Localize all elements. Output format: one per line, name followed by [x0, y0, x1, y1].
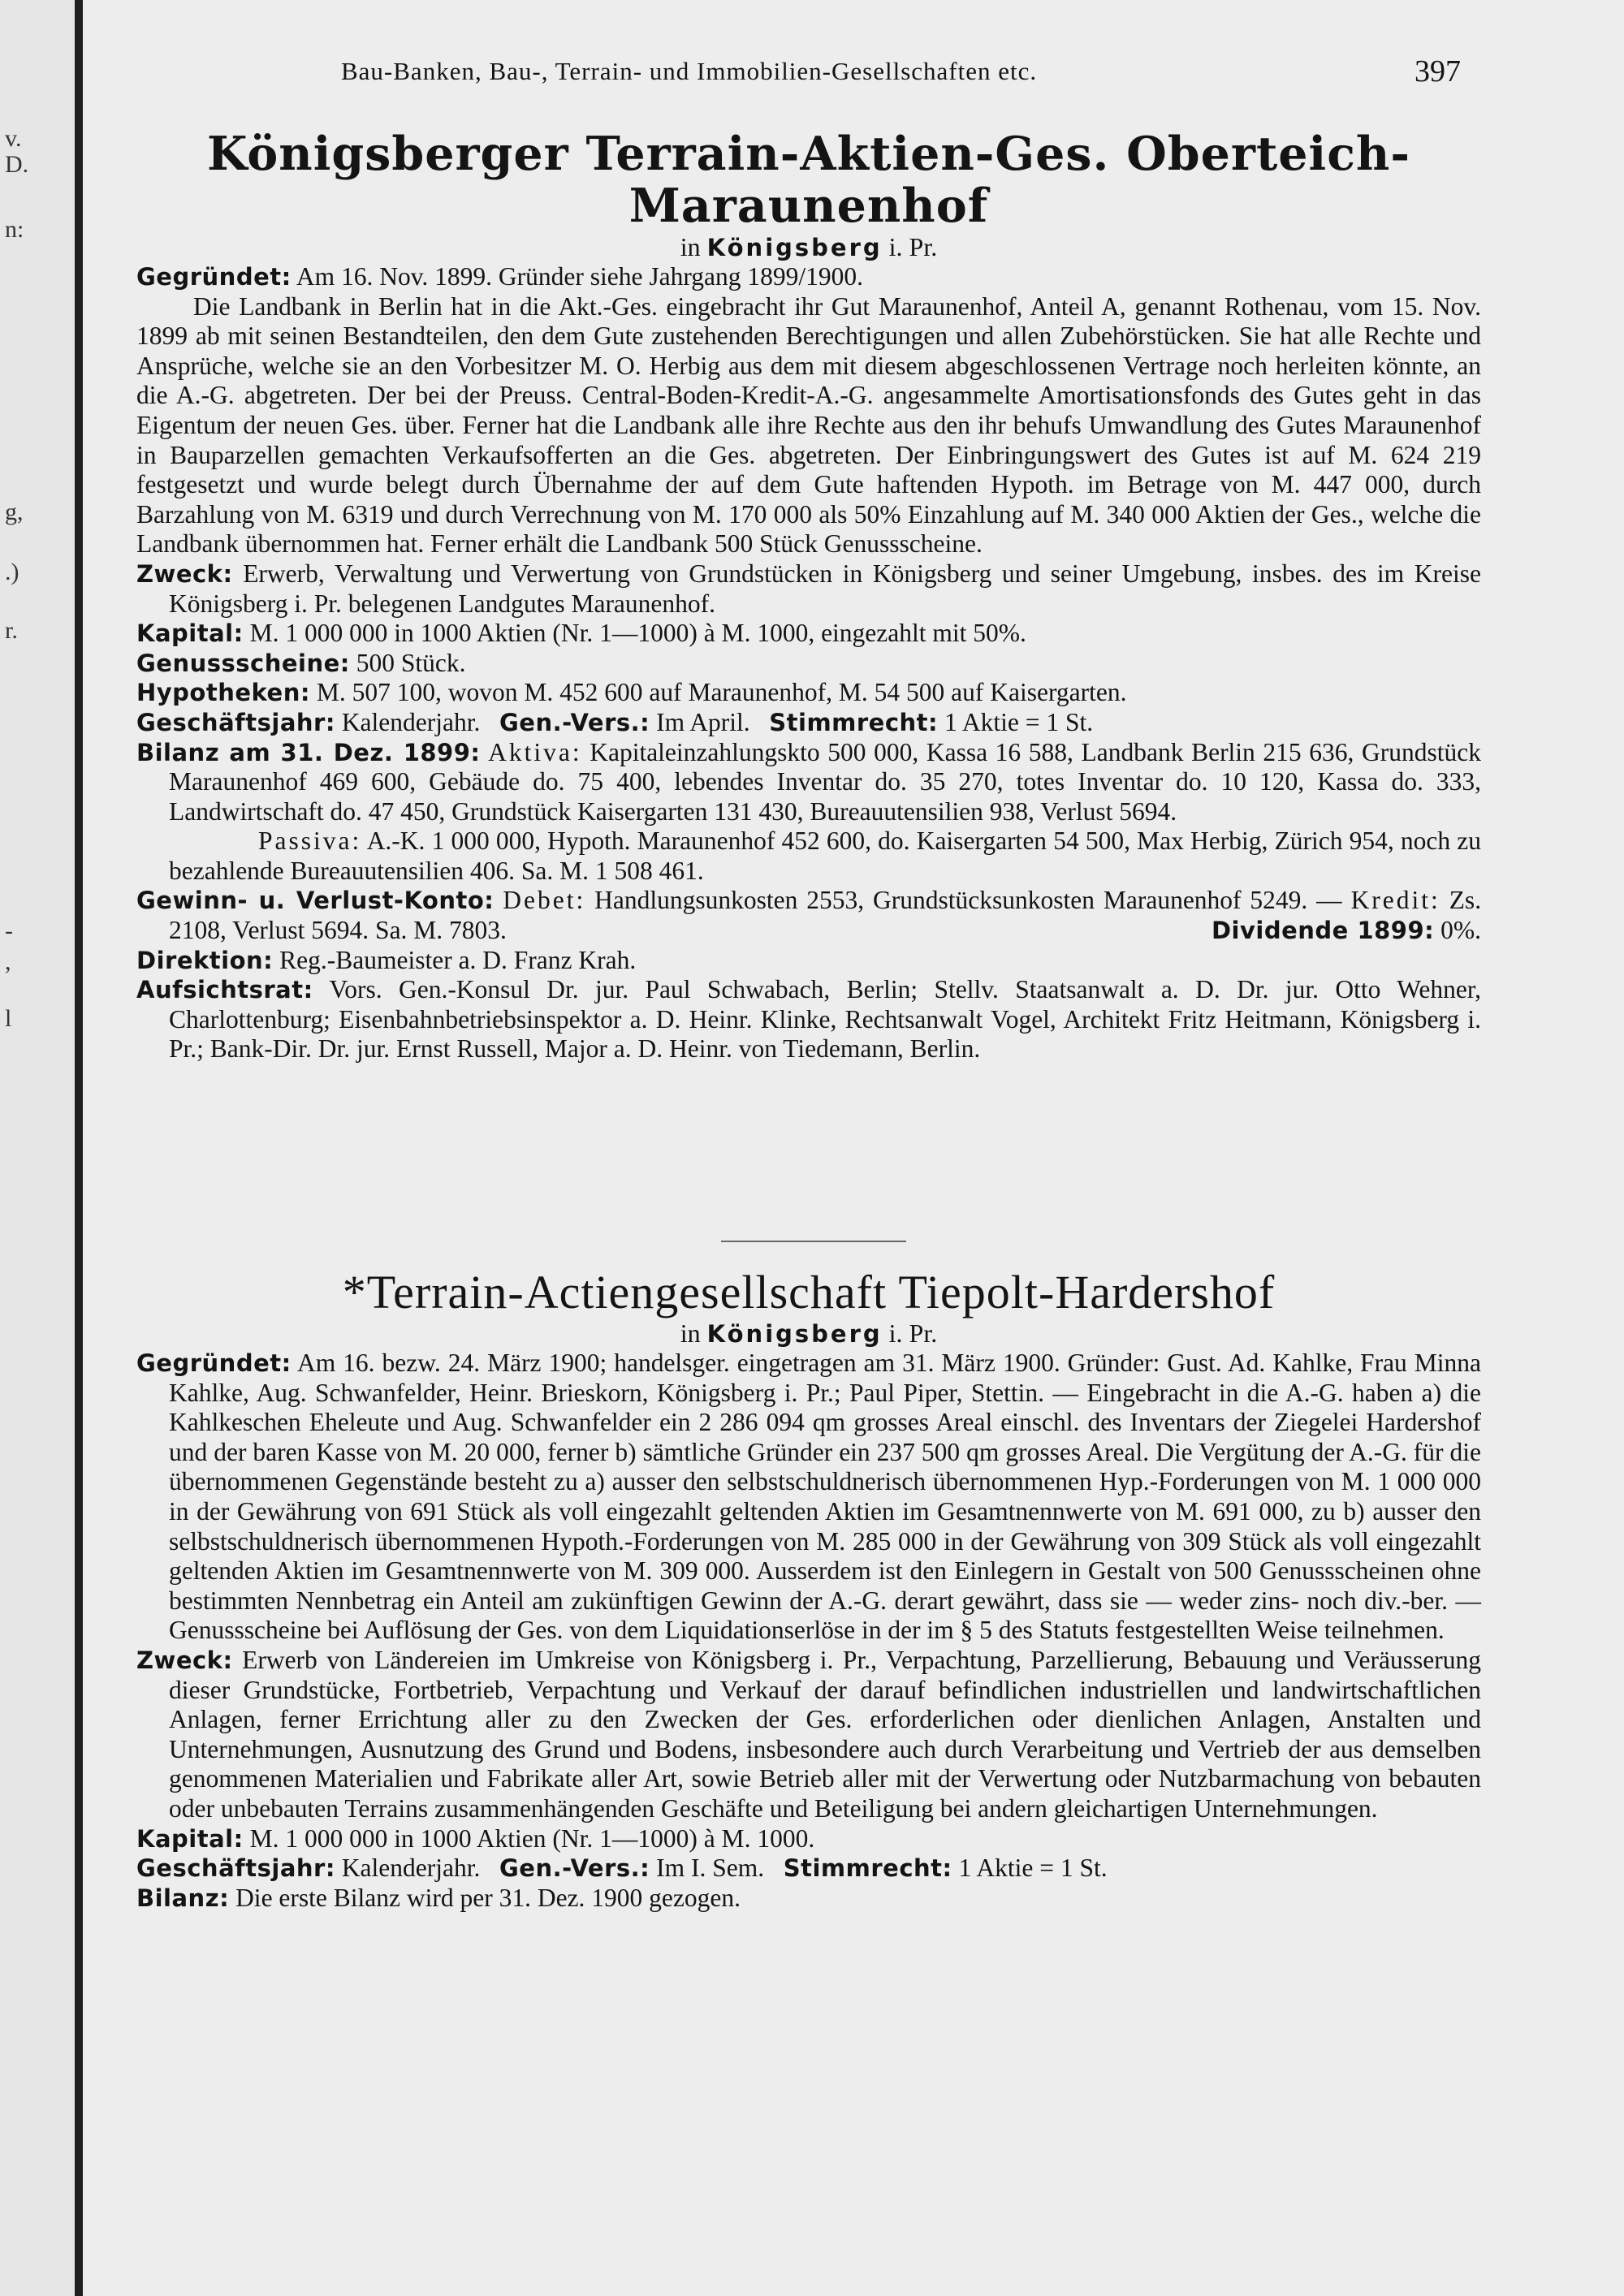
- voting-right-label: Stimmrecht:: [769, 708, 939, 736]
- balance-text: Die erste Bilanz wird per 31. Dez. 1900 gezogen.: [235, 1883, 741, 1912]
- voting-right-text: 1 Aktie = 1 St.: [944, 707, 1094, 736]
- purpose-text: Erwerb, Verwaltung und Verwertung von Grundstücken in Königsberg und seiner Umgebung, insbes. des im Kreise Königsberg i. Pr. belegenen Landgutes Maraunenhof.: [169, 559, 1481, 618]
- assets-label: Aktiva:: [488, 737, 582, 766]
- dividend-text: 0%.: [1440, 916, 1481, 945]
- capital-label: Kapital:: [136, 619, 244, 648]
- profit-shares-text: 500 Stück.: [356, 648, 466, 677]
- founded-text: Am 16. Nov. 1899. Gründer siehe Jahrgang 1899/1900.: [296, 262, 864, 291]
- location-prefix: in: [680, 1318, 701, 1348]
- binding-shadow: [75, 0, 83, 2296]
- company-title: *Terrain-Actiengesellschaft Tiepolt-Hardershof: [342, 1266, 1276, 1318]
- margin-mark: D.: [5, 151, 29, 178]
- profit-loss-label: Gewinn- u. Verlust-Konto:: [136, 887, 495, 915]
- mortgages-text: M. 507 100, wovon M. 452 600 auf Maraunenhof, M. 54 500 auf Kaisergarten.: [316, 678, 1127, 707]
- general-meeting-label: Gen.-Vers.:: [499, 708, 650, 736]
- fiscal-year-label: Geschäftsjahr:: [136, 708, 335, 736]
- supervisory-board-text: Vors. Gen.-Konsul Dr. jur. Paul Schwabach, Berlin; Stellv. Staatsanwalt a. D. Dr. jur. Otto Wehner, Charlottenburg; Eisenbahnbetriebsinspektor a. D. Heinr. Klinke, Rechtsanwalt Vogel, Architekt Fritz Heitmann, Königsberg i. Pr.; Bank-Dir. Dr. jur. Ernst Russell, Major a. D. Heinr. von Tiedemann, Berlin.: [169, 975, 1481, 1064]
- margin-mark: l: [5, 1005, 12, 1032]
- location-suffix: i. Pr.: [888, 1318, 938, 1348]
- debit-text: Handlungsunkosten 2553, Grundstücksunkosten Maraunenhof 5249. —: [594, 886, 1342, 915]
- margin-mark: -: [5, 917, 13, 944]
- capital-text: M. 1 000 000 in 1000 Aktien (Nr. 1—1000) à M. 1000.: [249, 1823, 815, 1853]
- company-entry-2: [136, 1267, 1481, 1913]
- location-prefix: in: [680, 232, 701, 261]
- fiscal-year-text: Kalenderjahr.: [341, 1854, 481, 1883]
- margin-mark: ,: [5, 948, 11, 975]
- capital-label: Kapital:: [136, 1824, 244, 1853]
- margin-mark: n:: [5, 216, 24, 243]
- company-location: [136, 232, 1481, 262]
- management-entry: [136, 946, 1481, 976]
- founded-label: Gegründet:: [136, 1349, 292, 1377]
- mortgages-label: Hypotheken:: [136, 679, 310, 707]
- running-head: Bau-Banken, Bau-, Terrain- und Immobilien-Gesellschaften etc.: [341, 57, 1038, 85]
- credit-text: Zs. 2108, Verlust 5694. Sa. M. 7803.: [169, 886, 1482, 945]
- management-label: Direktion:: [136, 946, 274, 974]
- liabilities-text: A.-K. 1 000 000, Hypoth. Maraunenhof 452 600, do. Kaisergarten 54 500, Max Herbig, Zürich 954, noch zu bezahlende Bureauutensilien 406. Sa. M. 1 508 461.: [169, 826, 1482, 885]
- company-entry-1: [136, 128, 1481, 1064]
- fiscal-year-label: Geschäftsjahr:: [136, 1854, 335, 1883]
- company-location: [136, 1318, 1481, 1349]
- margin-mark: .): [5, 559, 19, 585]
- location-city: Königsberg: [706, 1320, 883, 1348]
- founded-text: Am 16. bezw. 24. März 1900; handelsger. eingetragen am 31. März 1900. Gründer: Gust. Ad. Kahlke, Frau Minna Kahlke, Aug. Schwanfelder, Heinr. Brieskorn, Königsberg i. Pr.; Paul Piper, Stettin. — Eingebracht in die A.-G. haben a) die Kahlkeschen Eheleute und Aug. Schwanfelder ein 2 286 094 qm grosses Areal einschl. des Inventars der Ziegelei Hardershof und der baren Kasse von M. 20 000, ferner b) sämtliche Gründer ein 237 500 qm grosses Areal. Die Vergütung der A.-G. für die übernommenen Gegenstände besteht zu a) ausser den selbstschuldnerisch übernommenen Hyp.-Forderungen von M. 1 000 000 in der Gewährung von 691 Stück als voll eingezahlt geltenden Aktien im Gesamtnennwerte von M. 691 000, zu b) ausser den selbstschuldnerisch übernommenen Hypoth.-Forderungen von M. 285 000 in der Gewährung von 309 Stück als voll eingezahlt geltenden Aktien im Gesamtnennwerte von M. 309 000. Ausserdem ist den Einlegern in Gestalt von 500 Genussscheinen ohne bestimmten Nennbetrag ein Anteil am zukünftigen Gewinn der A.-G. derart gewährt, dass sie — weder zins- noch div.-ber. — Genussscheine bei Auflösung der Ges. von dem Liquidationserlöse in der im § 5 des Statuts festgestellten Weise teilnehmen.: [169, 1349, 1482, 1645]
- general-meeting-text: Im I. Sem.: [656, 1854, 765, 1883]
- liabilities-label: Passiva:: [258, 826, 362, 856]
- management-text: Reg.-Baumeister a. D. Franz Krah.: [279, 945, 637, 974]
- founded-entry: [136, 1349, 1481, 1646]
- margin-mark: r.: [5, 617, 18, 644]
- profit-loss-entry: [136, 886, 1481, 945]
- purpose-entry: [136, 1646, 1481, 1824]
- location-city: Königsberg: [706, 234, 883, 261]
- balance-entry: [136, 1884, 1481, 1914]
- debit-label: Debet:: [503, 886, 586, 915]
- supervisory-board-label: Aufsichtsrat:: [136, 976, 313, 1004]
- general-meeting-label: Gen.-Vers.:: [499, 1854, 650, 1883]
- purpose-label: Zweck:: [136, 1646, 233, 1674]
- voting-right-label: Stimmrecht:: [783, 1854, 952, 1883]
- supervisory-board-entry: [136, 975, 1481, 1064]
- balance-label: Bilanz:: [136, 1884, 230, 1912]
- purpose-text: Erwerb von Ländereien im Umkreise von Königsberg i. Pr., Verpachtung, Parzellierung, Bebauung und Veräusserung dieser Grundstücke, Fortbetrieb, Verpachtung und Verkauf der darauf befindlichen industriellen und landwirtschaftlichen Anlagen, ferner Errichtung aller zu den Zwecken der Ges. erforderlichen oder dienlichen Anlagen, Anstalten und Unternehmungen, Ausnutzung des Grund und Bodens, insbesondere auch durch Verarbeitung und Vertrieb der aus demselben genommenen Materialien und Fabrikate aller Art, sowie Betrieb aller mit der Verwertung oder Nutzbarmachung von bebauten oder unbebauten Terrains zusammenhängenden Geschäfte und Beteiligung bei andern gleichartigen Unternehmungen.: [169, 1645, 1481, 1823]
- mortgages-entry: [136, 678, 1481, 708]
- dividend-label: Dividende 1899:: [1211, 917, 1435, 945]
- balance-entry: [136, 738, 1481, 827]
- fiscal-year-entry: [136, 1854, 1481, 1884]
- fiscal-year-text: Kalenderjahr.: [341, 707, 481, 736]
- company-title: Königsberger Terrain-Aktien-Ges. Oberteich-Maraunenhof: [206, 127, 1411, 233]
- founded-entry: [136, 262, 1481, 292]
- page-number: 397: [1415, 54, 1461, 88]
- balance-label: Bilanz am 31. Dez. 1899:: [136, 738, 481, 766]
- capital-entry: [136, 1824, 1481, 1854]
- section-divider: [721, 1241, 906, 1242]
- capital-text: M. 1 000 000 in 1000 Aktien (Nr. 1—1000) à M. 1000, eingezahlt mit 50%.: [249, 619, 1026, 648]
- purpose-entry: [136, 559, 1481, 619]
- profit-shares-entry: [136, 649, 1481, 679]
- left-page-margin: [0, 0, 75, 2296]
- fiscal-year-entry: [136, 708, 1481, 738]
- profit-shares-label: Genussscheine:: [136, 649, 350, 677]
- margin-mark: v.: [5, 125, 22, 152]
- purpose-label: Zweck:: [136, 559, 233, 588]
- capital-entry: [136, 619, 1481, 649]
- founded-label: Gegründet:: [136, 263, 292, 291]
- intro-paragraph: Die Landbank in Berlin hat in die Akt.-Ges. eingebracht ihr Gut Maraunenhof, Anteil A, genannt Rothenau, vom 15. Nov. 1899 ab mit seinen Bestandteilen, den dem Gute zustehenden Berechtigungen und allen Zubehörstücken. Sie hat alle Rechte und Ansprüche, welche sie an den Vorbesitzer M. O. Herbig aus dem mit diesem abgeschlossenen Vertrage noch herleiten könnte, an die A.-G. abgetreten. Der bei der Preuss. Central-Boden-Kredit-A.-G. angesammelte Amortisationsfonds des Gutes geht in das Eigentum der neuen Ges. über. Ferner hat die Landbank alle ihre Rechte aus den ihr behufs Umwandlung des Gutes Maraunenhof in Bauparzellen gemachten Verkaufsofferten an die Ges. abgetreten. Der Einbringungswert des Gutes ist auf M. 624 219 festgesetzt und wurde belegt durch Übernahme der auf dem Gute haftenden Hypoth. im Betrage von M. 447 000, durch Barzahlung von M. 6319 und durch Verrechnung von M. 170 000 als 50% Einzahlung auf M. 340 000 Aktien der Ges., welche die Landbank übernommen hat. Ferner erhält die Landbank 500 Stück Genussscheine.: [136, 291, 1481, 559]
- margin-mark: g,: [5, 498, 24, 525]
- location-suffix: i. Pr.: [888, 232, 938, 261]
- general-meeting-text: Im April.: [656, 707, 750, 736]
- liabilities-entry: [136, 826, 1481, 886]
- voting-right-text: 1 Aktie = 1 St.: [958, 1854, 1108, 1883]
- credit-label: Kredit:: [1350, 886, 1440, 915]
- assets-text: Kapitaleinzahlungskto 500 000, Kassa 16 588, Landbank Berlin 215 636, Grundstück Maraunenhof 469 600, Gebäude do. 75 400, lebendes Inventar do. 35 270, totes Inventar do. 10 120, Kassa do. 333, Landwirtschaft do. 47 450, Grundstück Kaisergarten 131 430, Bureauutensilien 938, Verlust 5694.: [169, 737, 1481, 826]
